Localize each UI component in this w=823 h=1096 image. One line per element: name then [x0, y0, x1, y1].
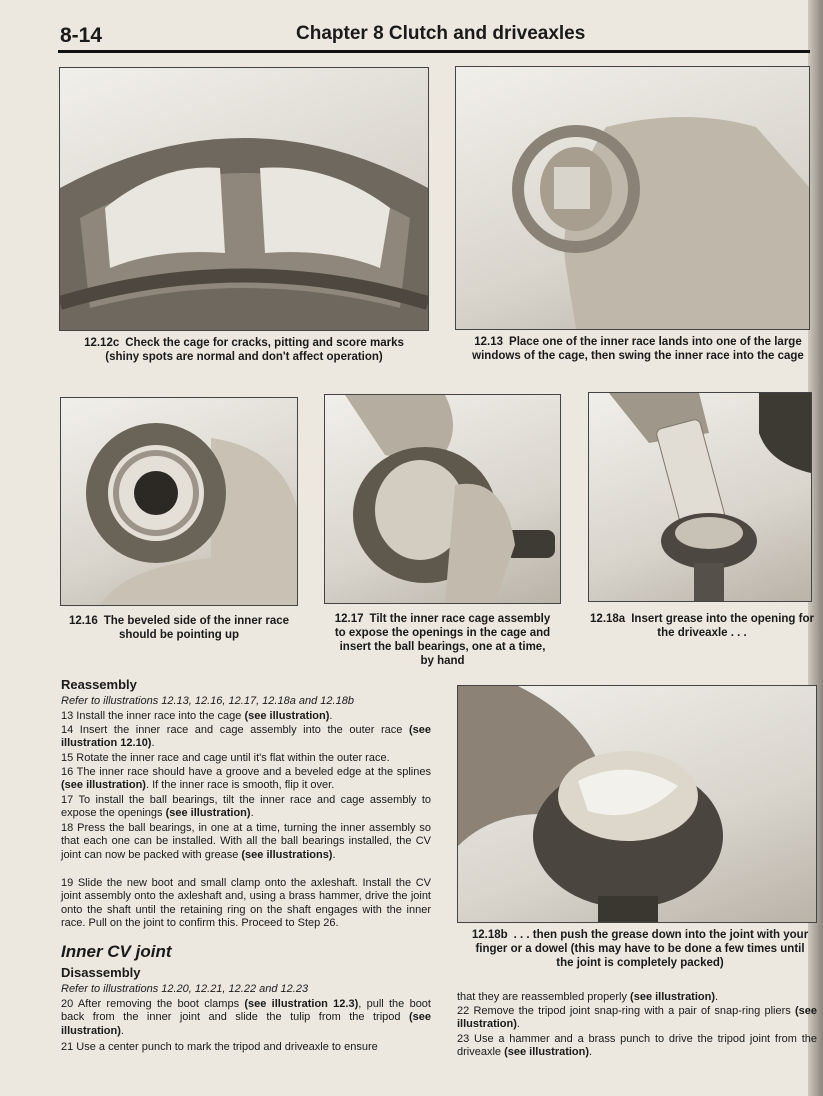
step-22: 22 Remove the tripod joint snap-ring with a pair of snap-ring pliers (see illustration).: [457, 1005, 817, 1031]
page-number: 8-14: [60, 24, 103, 47]
step-18: 18 Press the ball bearings, in one at a time, turning the inner assembly so that each one can be installed. With all the ball bearings installed, the CV joint can now be packed with grease (see illustrations).: [61, 822, 431, 861]
step-21: 21 Use a center punch to mark the tripod and driveaxle to ensure: [61, 1041, 378, 1053]
disassembly-heading: Disassembly: [61, 965, 141, 980]
step-20: 20 After removing the boot clamps (see illustration 12.3), pull the boot back from the inner joint and slide the tulip from the tripod (see illustration).: [61, 998, 431, 1037]
caption-12-13: 12.13 Place one of the inner race lands into one of the large windows of the cage, then swing the inner race into the cage: [472, 336, 804, 362]
step-17: 17 To install the ball bearings, tilt the inner race and cage assembly to expose the openings (see illustration).: [61, 794, 431, 820]
step-23: 23 Use a hammer and a brass punch to drive the tripod joint from the driveaxle (see illustration).: [457, 1033, 817, 1059]
photo-inner-race-into-cage: [455, 66, 810, 330]
step-15: 15 Rotate the inner race and cage until it's flat within the outer race.: [61, 752, 390, 764]
step-13: 13 Install the inner race into the cage (see illustration).: [61, 710, 333, 722]
photo-insert-grease: [588, 392, 812, 602]
photo-cage-inspection: [59, 67, 429, 331]
caption-12-12c: 12.12c Check the cage for cracks, pitting and score marks (shiny spots are normal and don't affect operation): [84, 337, 404, 363]
cage-illustration: [60, 68, 428, 330]
header-rule: [58, 50, 810, 53]
step-19: 19 Slide the new boot and small clamp onto the axleshaft. Install the CV joint assembly onto the axleshaft and, using a brass hammer, drive the joint onto the shaft until the retaining ring on the shaft engages with the inner race. Pull on the joint to confirm this. Proceed to Step 26.: [61, 877, 431, 930]
photo-beveled-inner-race: [60, 397, 298, 606]
reassembly-heading: Reassembly: [61, 677, 137, 692]
step-14: 14 Insert the inner race and cage assembly into the outer race (see illustration 12.10).: [61, 724, 431, 750]
caption-12-18b: 12.18b . . . then push the grease down into the joint with your finger or a dowel (this may have to be done a few times until the joint is completely packed): [471, 929, 809, 969]
ball-bearing-illustration: [325, 395, 560, 603]
caption-12-18a: 12.18a Insert grease into the opening for the driveaxle . . .: [590, 613, 814, 639]
caption-12-17: 12.17 Tilt the inner race cage assembly to expose the openings in the cage and insert the ball bearings, one at a time, by hand: [334, 613, 551, 667]
inner-cv-heading: Inner CV joint: [61, 942, 172, 961]
photo-push-grease: [457, 685, 817, 923]
step-21-continued: that they are reassembled properly (see illustration).: [457, 991, 719, 1003]
caption-12-16: 12.16 The beveled side of the inner race should be pointing up: [68, 615, 290, 641]
chapter-title: Chapter 8 Clutch and driveaxles: [296, 23, 586, 44]
disassembly-refer: Refer to illustrations 12.20, 12.21, 12.22 and 12.23: [61, 983, 309, 995]
step-16: 16 The inner race should have a groove and a beveled edge at the splines (see illustration). If the inner race is smooth, flip it over.: [61, 766, 431, 792]
grease-tube-illustration: [589, 393, 811, 601]
inner-race-illustration: [61, 398, 297, 605]
photo-insert-ball-bearings: [324, 394, 561, 604]
reassembly-refer: Refer to illustrations 12.13, 12.16, 12.17, 12.18a and 12.18b: [61, 695, 354, 707]
finger-grease-illustration: [458, 686, 816, 922]
hand-cage-illustration: [456, 67, 809, 329]
